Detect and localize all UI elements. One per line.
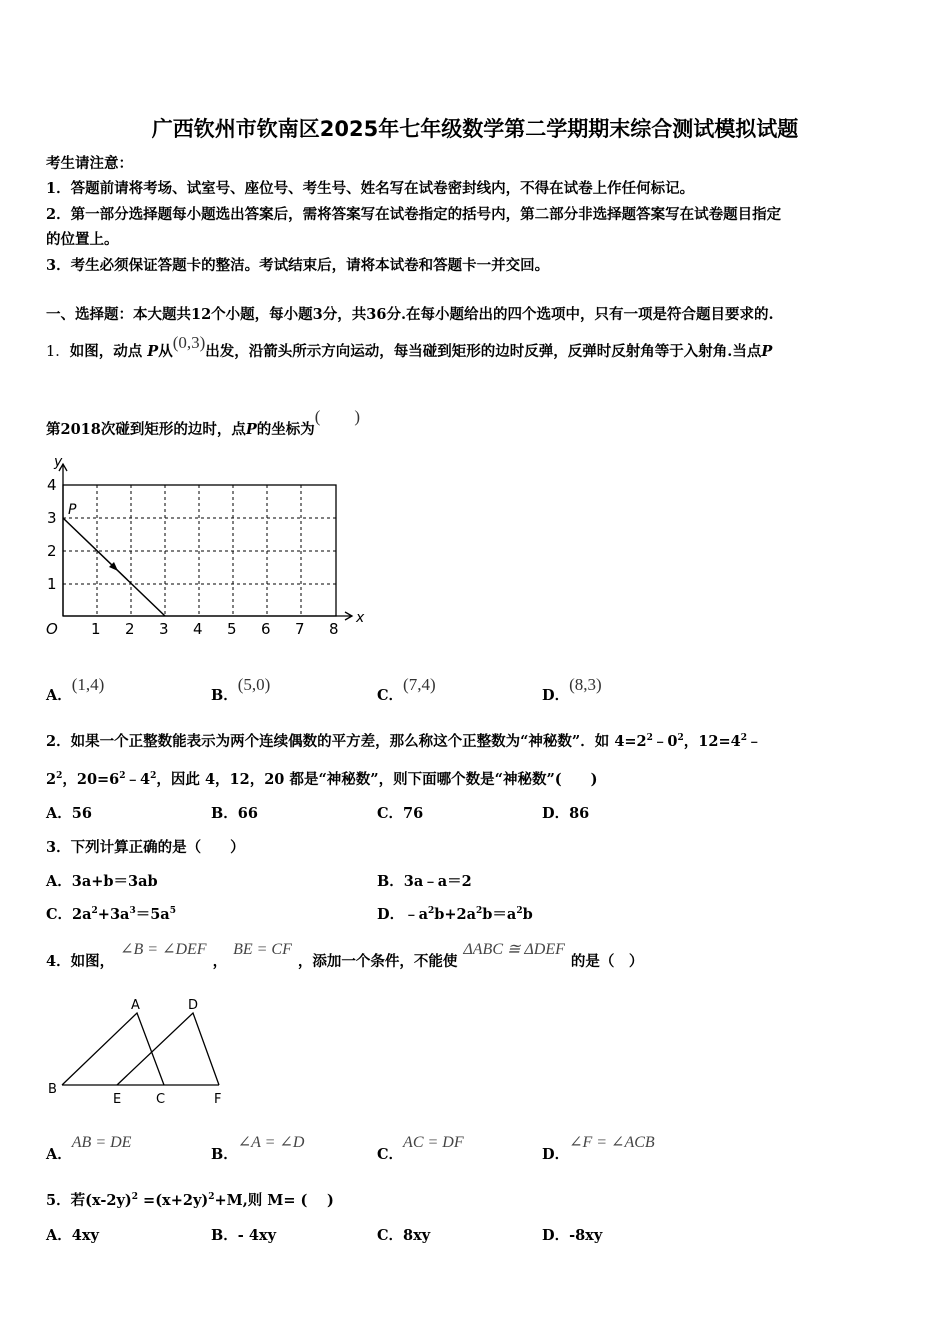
q5-sup1: 2 (131, 1192, 138, 1203)
q2-option-a[interactable] (46, 802, 92, 823)
q1-grid (63, 485, 336, 616)
q2-sup-6: 2 (150, 771, 157, 782)
q5-option-d-letter: D． (542, 1227, 570, 1244)
notice-heading: 考生请注意： (46, 155, 133, 172)
q2-option-d[interactable] (542, 802, 589, 823)
notice-item-3: 3．考生必须保证答题卡的整洁。考试结束后，请将本试卷和答题卡一并交回。 (46, 257, 550, 274)
q3-option-c[interactable] (46, 903, 176, 924)
x-tick-3: 3 (159, 620, 169, 638)
q1-point-p-end: P (761, 343, 773, 360)
page-title: 广西钦州市钦南区2025年七年级数学第二学期期末综合测试模拟试题 (151, 117, 799, 141)
q2-sup-3: 2 (740, 733, 747, 744)
q4-option-d[interactable] (542, 1134, 655, 1164)
q4-triangle-abc (62, 1013, 164, 1085)
q4-condition-2: BE = CF (233, 941, 292, 958)
q4-sep: ， (212, 953, 228, 970)
q5-option-d[interactable] (542, 1224, 602, 1245)
q2-option-c-value: 76 (403, 805, 424, 822)
q2-option-d-value: 86 (569, 805, 590, 822)
q4-condition-1: ∠B = ∠DEF (120, 941, 207, 958)
q1-coordinate-graph (40, 452, 370, 647)
q4-option-d-letter: D． (542, 1146, 570, 1163)
q1-num: 1． (46, 344, 70, 360)
q1-answer-bracket: ( ) (314, 407, 361, 426)
q4-option-d-value: ∠F = ∠ACB (569, 1134, 655, 1151)
q1-point-p-2: P (245, 421, 257, 438)
q5-option-c-value: 8xy (403, 1227, 431, 1244)
q1-option-b-letter: B． (211, 687, 238, 704)
q4-tail: 的是（ ） (570, 953, 644, 970)
q4-label-e: E (113, 1092, 122, 1107)
q4-text: ，添加一个条件，不能使 (297, 953, 458, 970)
notice-item-2: 2．第一部分选择题每小题选出答案后，需将答案写在试卷指定的括号内，第二部分非选择题答案写在试卷题目指定 (46, 206, 782, 223)
q1-point-p: P (147, 343, 159, 360)
question-2-line-2 (46, 768, 598, 789)
q3-d-b: b+2a (434, 906, 477, 923)
q5-c: +M,则 M= ( ) (214, 1192, 334, 1209)
q2-line1-end: ﹣ (746, 733, 762, 750)
q3-d-sup3: 2 (516, 906, 523, 917)
q4-option-b-value: ∠A = ∠D (237, 1134, 305, 1151)
q2-sup-4: 2 (56, 771, 63, 782)
question-1-line-1 (46, 333, 773, 361)
q3-c-sup2: 3 (129, 906, 136, 917)
q3-d-a: D．﹣a (377, 906, 428, 923)
q2-line1-text: 2．如果一个正整数能表示为两个连续偶数的平方差，那么称这个正整数为“神秘数”．如 4=2 (46, 733, 647, 750)
x-tick-1: 1 (91, 620, 101, 638)
q5-option-a-letter: A． (46, 1227, 72, 1244)
q2-option-b-letter: B． (211, 805, 238, 822)
x-tick-2: 2 (125, 620, 135, 638)
q5-option-d-value: -8xy (569, 1227, 603, 1244)
q1-text-c: 出发，沿箭头所示方向运动，每当碰到矩形的边时反弹，反弹时反射角等于入射角.当点 (205, 343, 762, 360)
y-tick-1: 1 (47, 575, 57, 593)
q5-option-b[interactable] (211, 1224, 276, 1245)
q2-option-a-value: 56 (71, 805, 92, 822)
q1-x-label: x (356, 610, 365, 626)
q1-y-label: y (54, 454, 63, 470)
q4-label-d: D (188, 998, 199, 1013)
q3-d-sup2: 2 (476, 906, 483, 917)
q4-label-a: A (131, 998, 140, 1013)
q2-line1-mid: ﹣0 (652, 733, 678, 750)
q1-option-d[interactable] (542, 675, 602, 705)
q1-origin-label: O (46, 620, 58, 638)
q5-option-c[interactable] (377, 1224, 430, 1245)
section-heading: 一、选择题：本大题共12个小题，每小题3分，共36分.在每小题给出的四个选项中，只有一项是符合题目要求的. (46, 306, 774, 323)
q1-line2-a: 第2018次碰到矩形的边时，点 (46, 421, 246, 438)
q1-text-b: 从 (158, 343, 173, 360)
q4-option-b[interactable] (211, 1134, 305, 1164)
q4-option-a-value: AB = DE (71, 1134, 132, 1151)
q1-option-b[interactable] (211, 675, 271, 705)
q4-label-f: F (214, 1092, 222, 1107)
q2-line1-next: ，12=4 (683, 733, 741, 750)
q2-option-c-letter: C． (377, 805, 404, 822)
q4-option-a-letter: A． (46, 1146, 72, 1163)
q1-option-c-value: (7,4) (403, 675, 436, 694)
q2-sup-2: 2 (677, 733, 684, 744)
q3-c-c: ＝5a (135, 906, 170, 923)
q4-triangle-figure (42, 995, 242, 1110)
q4-option-b-letter: B． (211, 1146, 238, 1163)
q1-option-d-letter: D． (542, 687, 570, 704)
x-tick-4: 4 (193, 620, 203, 638)
question-4-stem (46, 941, 644, 971)
q4-target: ΔABC ≅ ΔDEF (463, 941, 565, 958)
q4-option-a[interactable] (46, 1134, 132, 1164)
q5-option-c-letter: C． (377, 1227, 404, 1244)
q2-option-d-letter: D． (542, 805, 570, 822)
q3-d-d: b (522, 906, 533, 923)
question-3-stem: 3．下列计算正确的是（ ） (46, 839, 245, 856)
y-tick-3: 3 (47, 509, 57, 527)
q3-c-sup1: 2 (91, 906, 98, 917)
q3-d-c: b＝a (482, 906, 517, 923)
y-tick-2: 2 (47, 542, 57, 560)
q4-option-c-value: AC = DF (403, 1134, 464, 1151)
q1-option-c-letter: C． (377, 687, 404, 704)
q5-a: 5．若(x-2y) (46, 1192, 132, 1209)
q2-sup-1: 2 (646, 733, 653, 744)
q2-option-c[interactable] (377, 802, 423, 823)
q3-option-b[interactable]: B．3a﹣a＝2 (377, 873, 472, 890)
q4-option-c[interactable] (377, 1134, 464, 1164)
q5-option-a[interactable] (46, 1224, 99, 1245)
q2-option-a-letter: A． (46, 805, 72, 822)
q3-d-sup1: 2 (427, 906, 435, 917)
x-tick-5: 5 (227, 620, 237, 638)
x-tick-7: 7 (295, 620, 305, 638)
q5-b: =(x+2y) (138, 1192, 209, 1209)
x-tick-6: 6 (261, 620, 271, 638)
q3-c-a: C．2a (46, 906, 92, 923)
q1-option-c[interactable] (377, 675, 436, 705)
y-tick-4: 4 (47, 476, 57, 494)
question-2-line-1 (46, 730, 761, 751)
q3-c-sup3: 5 (169, 906, 176, 917)
q4-label-c: C (156, 1092, 166, 1107)
q2-line2-a: 2 (46, 771, 57, 788)
q1-start-point: (0,3) (172, 333, 206, 352)
q1-line2-b: 的坐标为 (256, 421, 315, 438)
q2-option-b-value: 66 (237, 805, 258, 822)
q3-c-b: +3a (97, 906, 130, 923)
q4-triangle-def (117, 1013, 219, 1085)
q1-option-d-value: (8,3) (569, 675, 602, 694)
q4-num: 4．如图， (46, 953, 115, 970)
q1-option-a-value: (1,4) (71, 675, 105, 694)
notice-item-1: 1．答题前请将考场、试室号、座位号、考生号、姓名写在试卷密封线内，不得在试卷上作任何标记。 (46, 180, 695, 197)
q3-option-a[interactable]: A．3a+b＝3ab (46, 873, 158, 890)
question-5-stem (46, 1189, 334, 1210)
q5-sup2: 2 (208, 1192, 215, 1203)
q1-text-a: 如图，动点 (69, 343, 143, 360)
q5-option-b-value: - 4xy (237, 1227, 276, 1244)
q1-option-a-letter: A． (46, 687, 72, 704)
q5-option-a-value: 4xy (71, 1227, 99, 1244)
q1-p-label: P (68, 502, 77, 518)
q3-option-d[interactable] (377, 903, 533, 924)
q5-option-b-letter: B． (211, 1227, 238, 1244)
q2-sup-5: 2 (119, 771, 126, 782)
q4-label-b: B (48, 1082, 57, 1097)
q2-line2-b: ，20=6 (62, 771, 120, 788)
notice-item-2-cont: 的位置上。 (46, 231, 119, 248)
x-tick-8: 8 (329, 620, 339, 638)
q2-option-b[interactable] (211, 802, 258, 823)
q1-option-b-value: (5,0) (237, 675, 271, 694)
question-1-line-2 (46, 407, 361, 439)
q2-line2-d: ，因此 4，12，20 都是“神秘数”，则下面哪个数是“神秘数”( ) (156, 771, 598, 788)
q2-line2-c: ﹣4 (125, 771, 151, 788)
q1-option-a[interactable] (46, 675, 105, 705)
q4-option-c-letter: C． (377, 1146, 404, 1163)
